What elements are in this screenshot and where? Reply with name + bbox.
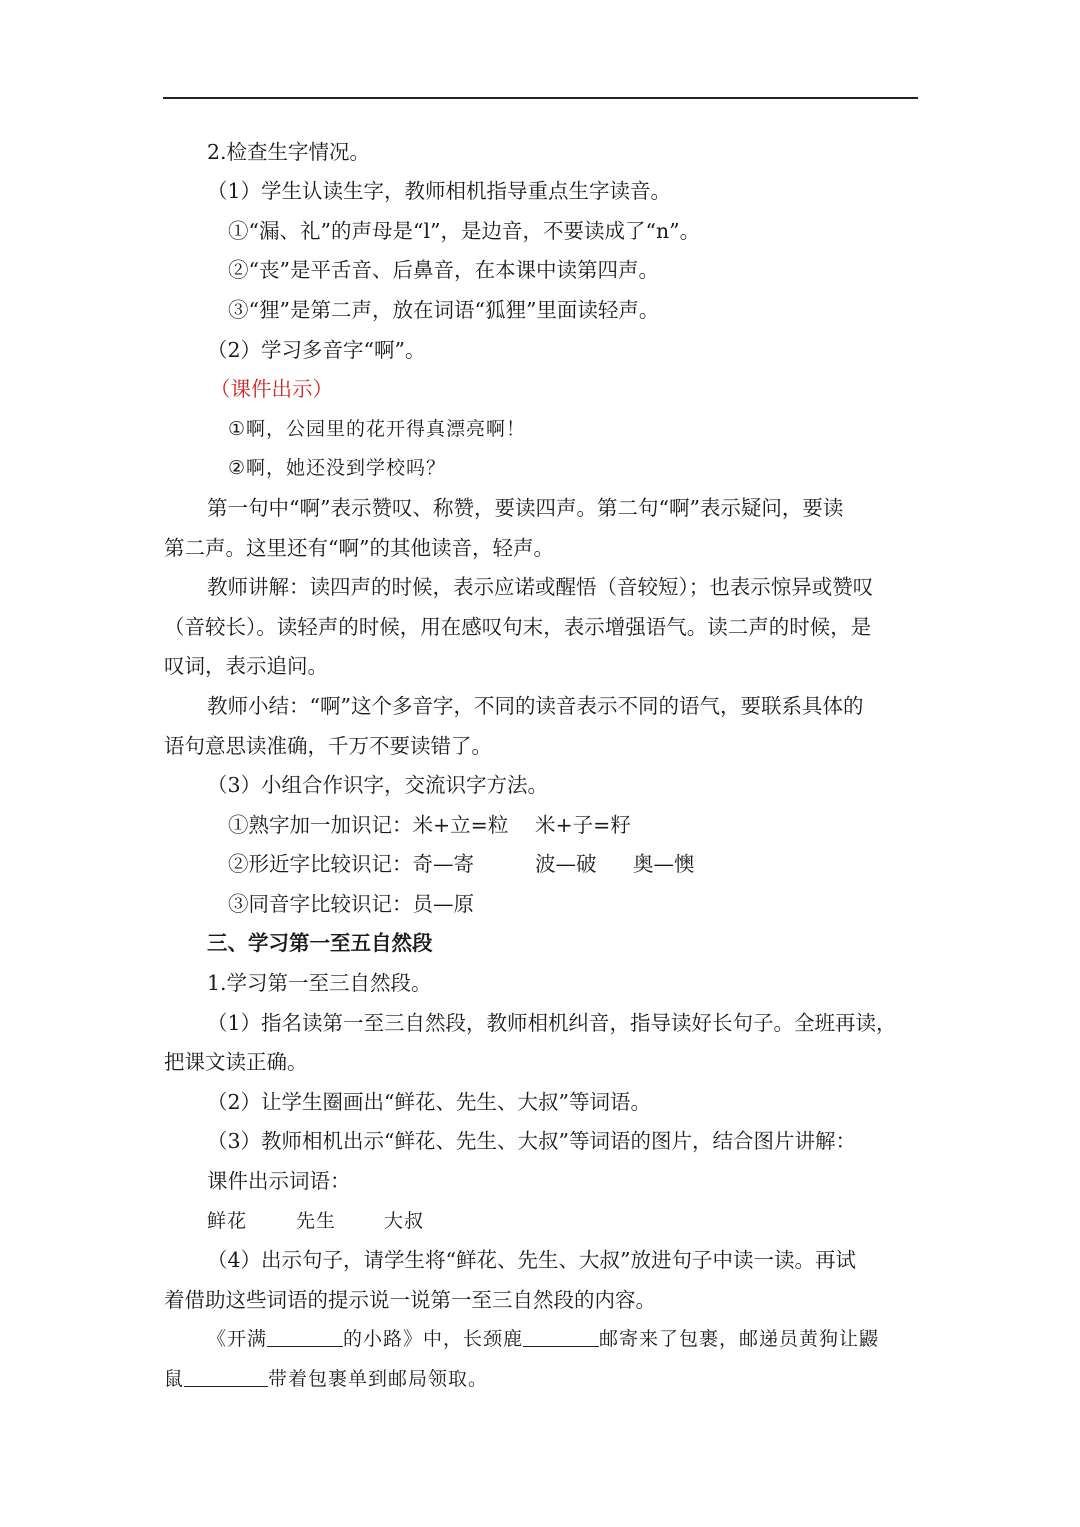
paragraph-line: 教师小结：“啊”这个多音字，不同的读音表示不同的语气，要联系具体的 — [207, 694, 864, 718]
fill-blank-sentence — [207, 1327, 879, 1351]
paragraph-line: 叹词，表示追问。 — [164, 654, 328, 678]
paragraph-line: 着借助这些词语的提示说一说第一至三自然段的内容。 — [164, 1288, 656, 1312]
sub-step: （1）学生认读生字，教师相机指导重点生字读音。 — [207, 179, 672, 203]
section-heading: 三、学习第一至五自然段 — [207, 931, 433, 955]
paragraph-line: （1）指名读第一至三自然段，教师相机纠音，指导读好长句子。全班再读， — [207, 1011, 897, 1035]
list-item: ②形近字比较识记：奇—寄 — [228, 852, 474, 876]
paragraph-line: 课件出示词语： — [207, 1169, 351, 1193]
list-item: ③“狸”是第二声，放在词语“狐狸”里面读轻声。 — [228, 298, 660, 322]
paragraph-line: 教师讲解：读四声的时候，表示应诺或醒悟（音较短）；也表示惊异或赞叹 — [207, 575, 874, 599]
sentence-part: 《开满 — [207, 1328, 268, 1350]
sub-step: （2）学习多音字“啊”。 — [207, 338, 426, 362]
vocab-word: 大叔 — [384, 1210, 425, 1232]
paragraph-line: 第一句中“啊”表示赞叹、称赞，要读四声。第二句“啊”表示疑问，要读 — [207, 496, 844, 520]
list-item-extra: 波—破 — [535, 852, 597, 876]
vocab-word: 先生 — [296, 1210, 337, 1232]
sentence-part: 邮寄来了包裹，邮递员黄狗让鼹 — [599, 1328, 880, 1350]
paragraph-line: 第二声。这里还有“啊”的其他读音，轻声。 — [164, 536, 554, 560]
step-heading: 2.检查生字情况。 — [207, 140, 371, 164]
sentence-part: 鼠 — [164, 1368, 185, 1390]
blank-line — [523, 1328, 599, 1347]
list-item-extra: 米+子=籽 — [535, 813, 631, 837]
list-item: ①“漏、礼”的声母是“l”，是边音，不要读成了“n”。 — [228, 219, 701, 243]
paragraph-line: 把课文读正确。 — [164, 1050, 308, 1074]
list-item-extra: 奥—懊 — [633, 852, 695, 876]
courseware-note: （课件出示） — [210, 377, 333, 401]
list-item: ①熟字加一加识记：米+立=粒 — [228, 813, 509, 837]
paragraph-line: （4）出示句子，请学生将“鲜花、先生、大叔”放进句子中读一读。再试 — [207, 1248, 857, 1272]
vocab-word: 鲜花 — [207, 1210, 248, 1232]
step-heading: 1.学习第一至三自然段。 — [207, 971, 432, 995]
blank-line — [267, 1328, 343, 1347]
sub-step: （3）教师相机出示“鲜花、先生、大叔”等词语的图片，结合图片讲解： — [207, 1129, 857, 1153]
example-sentence: ①啊，公园里的花开得真漂亮啊！ — [228, 418, 527, 440]
sub-step: （3）小组合作识字，交流识字方法。 — [207, 773, 549, 797]
fill-blank-sentence — [164, 1367, 488, 1391]
blank-line — [184, 1368, 268, 1387]
header-rule — [163, 97, 918, 99]
sentence-part: 的小路》中，长颈鹿 — [343, 1328, 524, 1350]
paragraph-line: 语句意思读准确，千万不要读错了。 — [164, 734, 492, 758]
sub-step: （2）让学生圈画出“鲜花、先生、大叔”等词语。 — [207, 1090, 652, 1114]
list-item: ③同音字比较识记：员—原 — [228, 892, 474, 916]
paragraph-line: （音较长）。读轻声的时候，用在感叹句末，表示增强语气。读二声的时候，是 — [164, 615, 872, 639]
sentence-part: 带着包裹单到邮局领取。 — [268, 1368, 489, 1390]
example-sentence: ②啊，她还没到学校吗？ — [228, 457, 447, 479]
list-item: ②“丧”是平舌音、后鼻音，在本课中读第四声。 — [228, 258, 659, 282]
